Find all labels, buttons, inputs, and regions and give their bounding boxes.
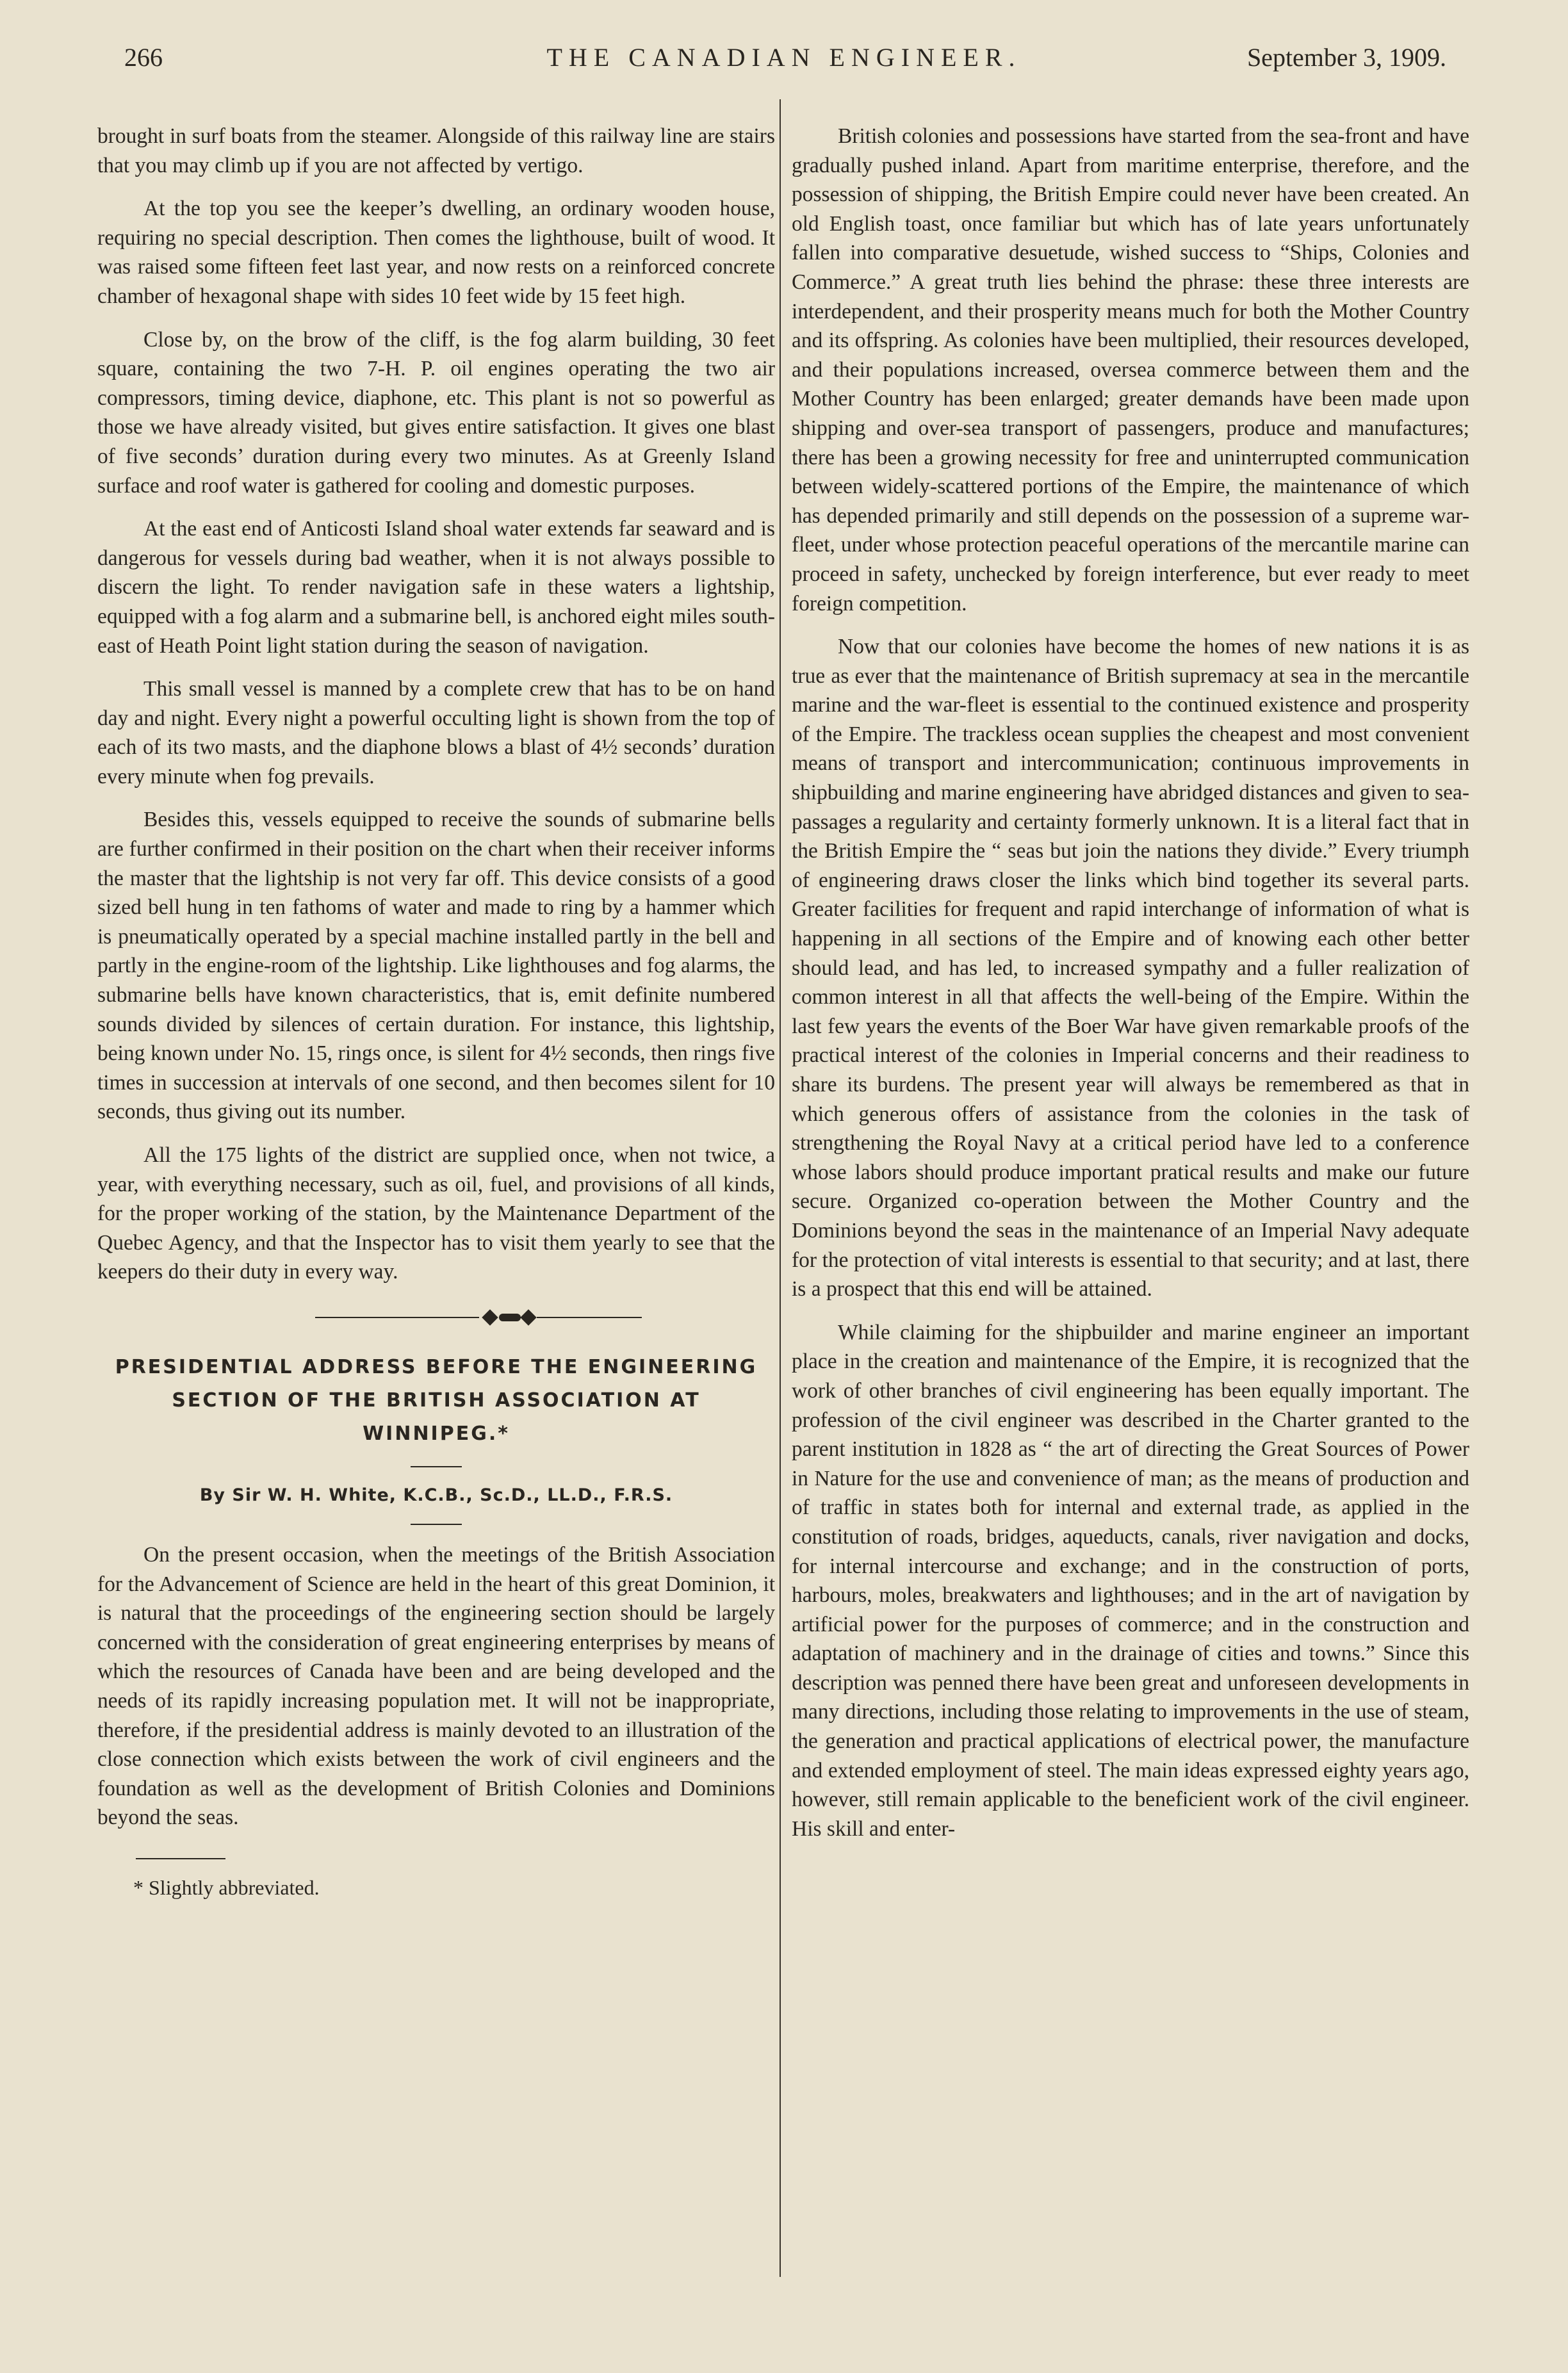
paragraph: While claiming for the shipbuilder and marine engineer an important place in the creation and maintenance of the Empire, it is recognized that the work of other branches of civil engineering has been equally important. The profession of the civil engineer was described in the Charter granted to the parent institution in 1828 as “ the art of directing the Great Sources of Power in Nature for the use and convenience of man; as the means of production and of traffic in states both for internal and external trade, as applied in the constitution of roads, bridges, aqueducts, canals, river navigation and docks, for internal intercourse and exchange; and in the construction of ports, harbours, moles, breakwaters and lighthouses; and in the art of navigation by artificial power for the purposes of commerce; and in the construction and adaptation of machinery and in the drainage of cities and towns.” Since this description was penned there have been great and unforeseen developments in many directions, including those relating to improvements in the use of steam, the generation and practical applications of electrical power, the manufacture and extended employment of steel. The main ideas expressed eighty years ago, however, still remain applicable to the beneficient work of the civil engineer. His skill and enter- (792, 1320, 1469, 1841)
right-column (792, 122, 1469, 1857)
paragraph: Close by, on the brow of the cliff, is the fog alarm building, 30 feet square, containing the two 7-H. P. oil engines operating the two air compressors, timing device, diaphone, etc. This plant is not so powerful as those we have already visited, but gives entire satisfaction. It gives one blast of five seconds’ duration during every two minutes. As at Greenly Island surface and roof water is gathered for cooling and domestic purposes. (97, 327, 775, 498)
footnote: * Slightly abbreviated. (133, 1875, 320, 1899)
article-paragraph: On the present occasion, when the meetings of the British Association for the Advancement of Science are held in the heart of this great Dominion, it is natural that the proceedings of the engineering section should be largely concerned with the consideration of great engineering enterprises by means of which the resources of Canada have been and are being developed and the needs of its rapidly increasing population met. It will not be inappropriate, therefore, if the presidential address is mainly devoted to an illustration of the close connection which exists between the work of civil engineers and the foundation as well as the development of British Colonies and Dominions beyond the seas. (97, 1542, 775, 1830)
paragraph: Besides this, vessels equipped to receive the sounds of submarine bells are further confirmed in their position on the chart when their receiver informs the master that the lightship is not very far off. This device consists of a good sized bell hung in ten fathoms of water and made to ring by a hammer which is pneumatically operated by a special machine installed partly in the bell and partly in the engine-room of the lightship. Like lighthouses and fog alarms, the submarine bells have known characteristics, that is, emit definite numbered sounds divided by silences of certain duration. For instance, this lightship, being known under No. 15, rings once, is silent for 4½ seconds, then rings five times in succession at intervals of one second, and then becomes silent for 10 seconds, thus giving out its number. (97, 808, 775, 1124)
title-rule (411, 1466, 462, 1467)
paragraph: This small vessel is manned by a complete crew that has to be on hand day and night. Every night a powerful occulting light is shown from the top of each of its two masts, and the diaphone blows a blast of 4½ seconds’ duration every minute when fog prevails. (97, 677, 775, 788)
byline-rule (411, 1524, 462, 1525)
journal-title: THE CANADIAN ENGINEER. (546, 43, 1022, 72)
article-title: PRESIDENTIAL ADDRESS BEFORE THE ENGINEERING SECTION OF THE BRITISH ASSOCIATION AT WINNIPEG.* (115, 1355, 758, 1445)
column-divider (780, 99, 781, 2277)
article-byline: By Sir W. H. White, K.C.B., Sc.D., LL.D., F.R.S. (199, 1485, 673, 1505)
issue-date: September 3, 1909. (1246, 43, 1446, 72)
paragraph: At the top you see the keeper’s dwelling, an ordinary wooden house, requiring no special description. Then comes the lighthouse, built of wood. It was raised some fifteen feet last year, and now rests on a reinforced concrete chamber of hexagonal shape with sides 10 feet wide by 15 feet high. (97, 197, 775, 308)
paragraph: All the 175 lights of the district are supplied once, when not twice, a year, with everything necessary, such as oil, fuel, and provisions of all kinds, for the proper working of the station, by the Maintenance Department of the Quebec Agency, and that the Inspector has to visit them yearly to see that the keepers do their duty in every way. (97, 1143, 775, 1284)
page-header (122, 42, 1446, 87)
paragraph: Now that our colonies have become the homes of new nations it is as true as ever that the maintenance of British supremacy at sea in the mercantile marine and the war-fleet is essential to the continued existence and prosperity of the Empire. The trackless ocean supplies the cheapest and most convenient means of transport and intercommunication; continuous improvements in shipbuilding and marine engineering have abridged distances and given to sea-passages a regularity and certainty formerly unknown. It is a literal fact that in the British Empire the “ seas but join the nations they divide.” Every triumph of engineering draws closer the links which bind together its several parts. Greater facilities for frequent and rapid interchange of information of what is happening in all sections of the Empire and of knowing each other better should lead, and has led, to increased sympathy and a fuller realization of common interest in all that affects the well-being of the Empire. Within the last few years the events of the Boer War have given remarkable proofs of the practical interest of the colonies in Imperial concerns and their readiness to share its burdens. The present year will always be remembered as that in which generous offers of assistance from the colonies in the task of strengthening the Royal Navy at a critical period have led to a conference whose labors should produce important pratical results and make our future secure. Organized co-operation between the Mother Country and the Dominions beyond the seas in the maintenance of an Imperial Navy adequate for the protection of vital interests is essential to that security; and at last, there is a prospect that this end will be attained. (792, 635, 1469, 1301)
left-column (97, 122, 775, 1902)
paragraph: brought in surf boats from the steamer. Alongside of this railway line are stairs that you may climb up if you are not affected by vertigo. (97, 124, 775, 177)
paragraph: At the east end of Anticosti Island shoal water extends far seaward and is dangerous for vessels during bad weather, when it is not always possible to discern the light. To render navigation safe in these waters a lightship, equipped with a fog alarm and a submarine bell, is anchored eight miles south-east of Heath Point light station during the season of navigation. (97, 517, 775, 658)
section-ornament (97, 1306, 775, 1329)
page-number: 266 (124, 43, 163, 72)
footnote-rule (136, 1858, 225, 1859)
paragraph: British colonies and possessions have started from the sea-front and have gradually pushed inland. Apart from maritime enterprise, therefore, and the possession of shipping, the British Empire could never have been created. An old English toast, once familiar but which has of late years unfortunately fallen into comparative desuetude, wished success to “Ships, Colonies and Commerce.” A great truth lies behind the phrase: these three interests are interdependent, and their prosperity means much for both the Mother Country and its offspring. As colonies have been multiplied, their resources developed, and their populations increased, oversea commerce between them and the Mother Country has been enlarged; greater demands have been made upon shipping and over-sea transport of passengers, produce and manufactures; there has been a growing necessity for free and uninterrupted communication between widely-scattered portions of the Empire, the maintenance of which has depended primarily and still depends on the possession of a supreme war-fleet, under whose protection peaceful operations of the mercantile marine can proceed in safety, unchecked by foreign interference, but ever ready to meet foreign competition. (792, 124, 1469, 616)
